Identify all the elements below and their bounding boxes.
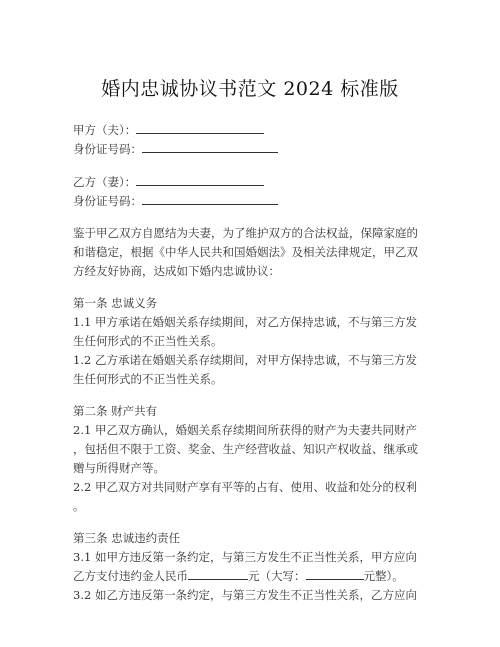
clause-line: 赠与所得财产等。 xyxy=(73,461,165,475)
clause-line: 3.2 如乙方违反第一条约定，与第三方发生不正当性关系，乙方应向 xyxy=(73,588,417,602)
clause-line: 2.1 甲乙双方确认，婚姻关系存续期间所获得的财产为夫妻共同财产 xyxy=(73,423,417,437)
clause-line: ，包括但不限于工资、奖金、生产经营收益、知识产权收益、继承或 xyxy=(73,442,418,456)
clause-line: 1.1 甲方承诺在婚姻关系存续期间，对乙方保持忠诚，不与第三方发 xyxy=(73,315,417,329)
amount-blank xyxy=(188,567,248,580)
party-a-line xyxy=(73,121,433,140)
party-b-label: 乙方（妻）： xyxy=(73,175,137,189)
clause-text: 乙方支付违约金人民币 xyxy=(73,569,188,583)
party-b-id-label: 身份证号码： xyxy=(73,194,142,208)
article-2-heading: 第二条 财产共有 xyxy=(73,404,158,418)
party-a-label: 甲方（夫）： xyxy=(73,123,137,137)
clause-line xyxy=(73,567,433,586)
preamble-line: 方经友好协商，达成如下婚内忠诚协议： xyxy=(73,264,280,278)
party-b-id-line xyxy=(73,192,433,211)
party-a-id-label: 身份证号码： xyxy=(73,142,142,156)
document-title: 婚内忠诚协议书范文 2024 标准版 xyxy=(101,78,399,100)
clause-line: 生任何形式的不正当性关系。 xyxy=(73,334,223,348)
amount-uppercase-blank xyxy=(306,567,364,580)
party-b-line xyxy=(73,173,433,192)
clause-line: 1.2 乙方承诺在婚姻关系存续期间，对甲方保持忠诚，不与第三方发 xyxy=(73,353,417,367)
clause-text: 元整）。 xyxy=(363,569,404,583)
article-1-heading: 第一条 忠诚义务 xyxy=(73,296,158,310)
party-a-blank xyxy=(136,121,264,134)
clause-line: 。 xyxy=(73,499,85,513)
clause-text: 元（大写： xyxy=(248,569,306,583)
article-3-heading: 第三条 忠诚违约责任 xyxy=(73,531,181,545)
party-a-id-line xyxy=(73,140,433,159)
party-b-blank xyxy=(136,173,264,186)
party-b-id-blank xyxy=(142,192,278,205)
clause-line: 3.1 如甲方违反第一条约定，与第三方发生不正当性关系，甲方应向 xyxy=(73,550,417,564)
clause-line: 生任何形式的不正当性关系。 xyxy=(73,372,223,386)
clause-line: 2.2 甲乙双方对共同财产享有平等的占有、使用、收益和处分的权利 xyxy=(73,480,417,494)
preamble-line: 和谐稳定，根据《中华人民共和国婚姻法》及相关法律规定，甲乙双 xyxy=(73,245,418,259)
preamble-line: 鉴于甲乙双方自愿结为夫妻，为了维护双方的合法权益，保障家庭的 xyxy=(73,226,418,240)
party-a-id-blank xyxy=(142,140,278,153)
